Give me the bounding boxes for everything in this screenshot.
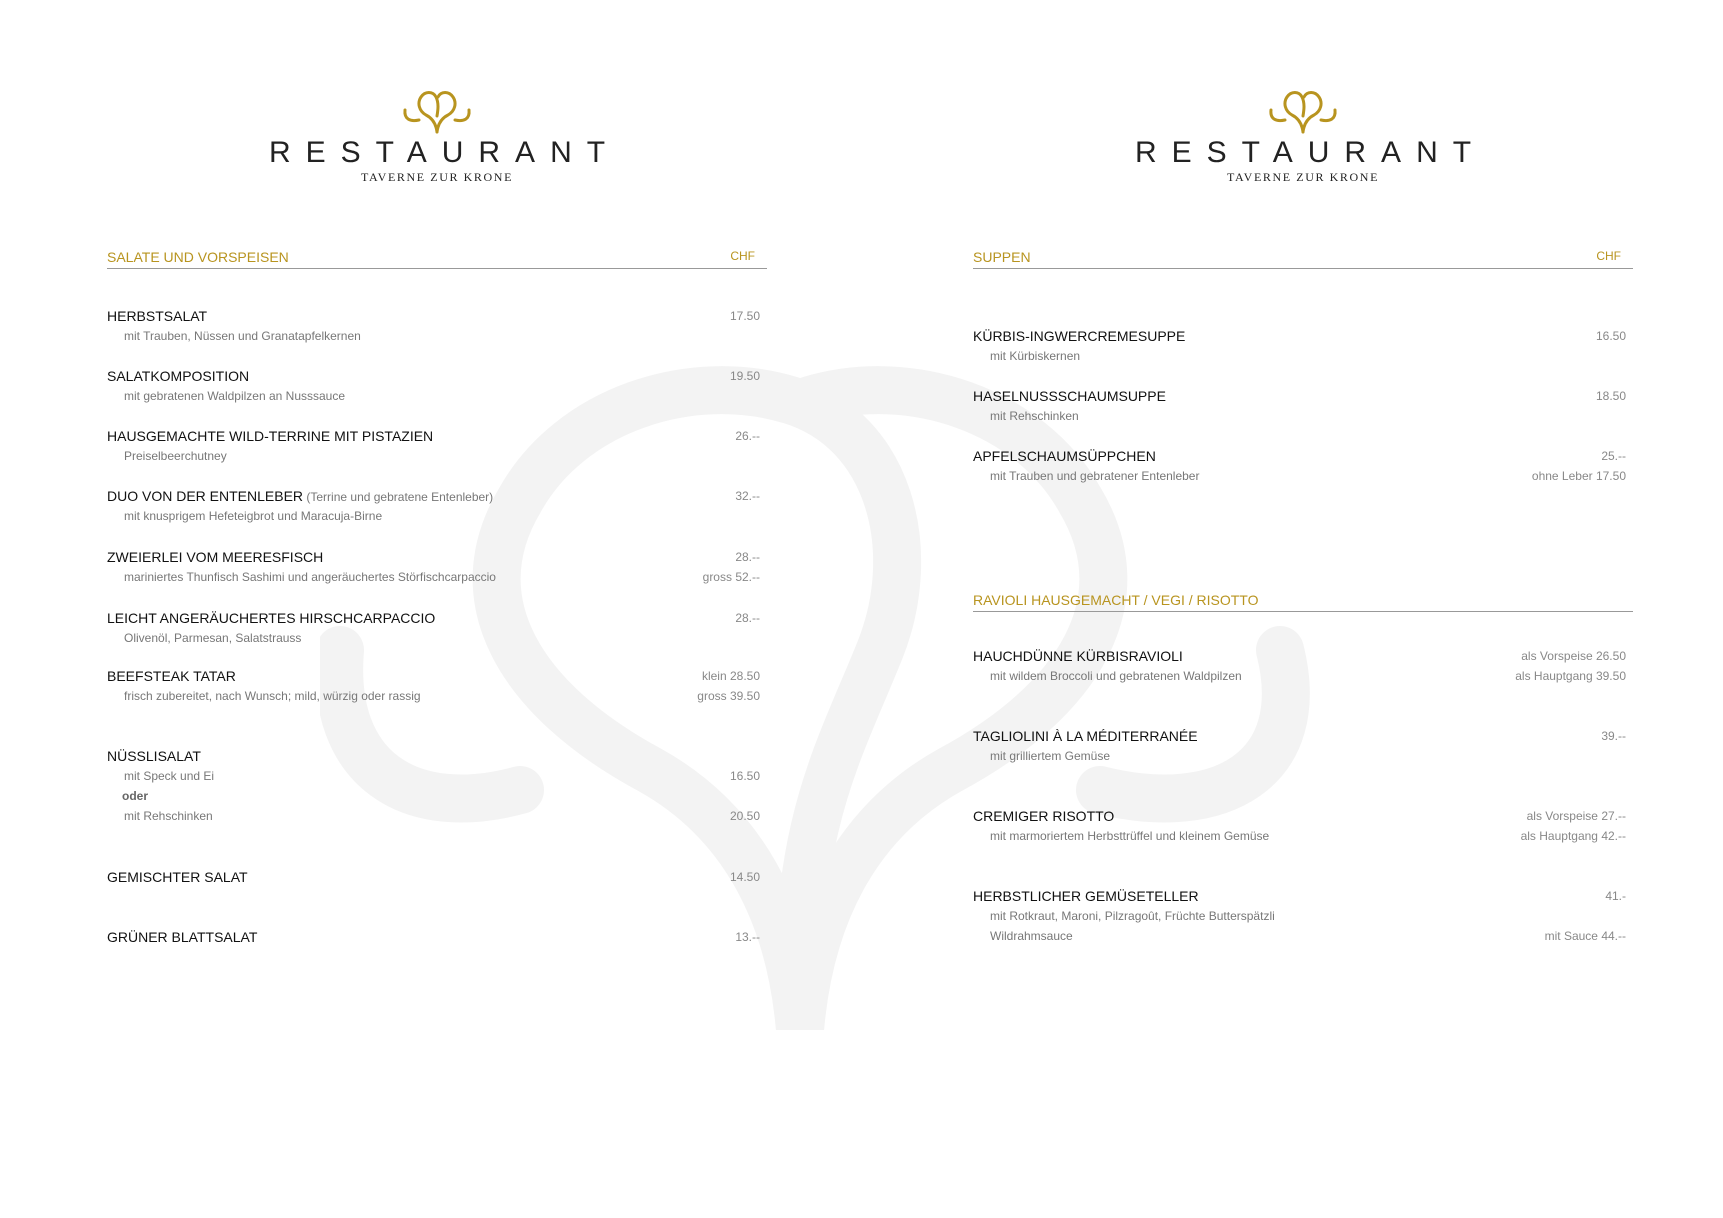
item-price-alt: 20.50 xyxy=(729,809,760,823)
item-price: 16.50 xyxy=(729,769,760,783)
item-name: HERBSTSALAT xyxy=(107,308,208,324)
currency-label: CHF xyxy=(1596,249,1621,263)
item-name: APFELSCHAUMSÜPPCHEN xyxy=(973,448,1156,464)
menu-item xyxy=(107,746,760,826)
item-name: ZWEIERLEI VOM MEERESFISCH xyxy=(107,549,324,565)
menu-item xyxy=(107,867,760,887)
item-description: mit Trauben und gebratener Entenleber xyxy=(990,469,1200,483)
item-description: mit marmoriertem Herbsttrüffel und kleinem Gemüse xyxy=(990,829,1270,843)
item-name: HERBSTLICHER GEMÜSETELLER xyxy=(973,888,1199,904)
section-header-ravioli xyxy=(973,591,1633,612)
menu-item xyxy=(973,726,1626,766)
item-name: LEICHT ANGERÄUCHERTES HIRSCHCARPACCIO xyxy=(107,610,436,626)
item-name: GRÜNER BLATTSALAT xyxy=(107,929,258,945)
item-description: Preiselbeerchutney xyxy=(124,449,227,463)
item-price: 13.-- xyxy=(735,930,760,944)
item-price: 17.50 xyxy=(729,309,760,323)
item-description: mariniertes Thunfisch Sashimi und angeräuchertes Störfischcarpaccio xyxy=(124,570,496,584)
item-or-label: oder xyxy=(122,789,149,803)
item-price: 26.-- xyxy=(735,429,760,443)
menu-item xyxy=(973,806,1626,846)
menu-item xyxy=(973,886,1626,946)
menu-item xyxy=(107,426,760,466)
item-name: TAGLIOLINI À LA MÉDITERRANÉE xyxy=(973,728,1198,744)
item-price: 14.50 xyxy=(729,870,760,884)
restaurant-logo xyxy=(107,88,767,185)
item-name: NÜSSLISALAT xyxy=(107,748,201,764)
item-price-alt: ohne Leber 17.50 xyxy=(1531,469,1626,483)
menu-item xyxy=(107,366,760,406)
section-title: RAVIOLI HAUSGEMACHT / VEGI / RISOTTO xyxy=(973,592,1259,608)
item-name: CREMIGER RISOTTO xyxy=(973,808,1115,824)
item-name: HAUCHDÜNNE KÜRBISRAVIOLI xyxy=(973,648,1183,664)
item-description: mit Kürbiskernen xyxy=(990,349,1081,363)
item-description: mit Trauben, Nüssen und Granatapfelkernen xyxy=(124,329,361,343)
item-description: mit gebratenen Waldpilzen an Nusssauce xyxy=(124,389,346,403)
menu-item xyxy=(973,646,1626,686)
menu-item xyxy=(973,386,1626,426)
item-price: 28.-- xyxy=(735,550,760,564)
logo-subtitle: TAVERNE ZUR KRONE xyxy=(1226,170,1380,184)
section-header-salate xyxy=(107,248,767,269)
item-description: mit Rehschinken xyxy=(990,409,1079,423)
item-price: 39.-- xyxy=(1601,729,1626,743)
menu-item xyxy=(107,927,760,947)
item-price: 16.50 xyxy=(1595,329,1626,343)
crown-logo-icon xyxy=(402,88,472,134)
restaurant-logo xyxy=(973,88,1633,185)
item-price-alt: mit Sauce 44.-- xyxy=(1544,929,1626,943)
item-price: 19.50 xyxy=(729,369,760,383)
item-price: 32.-- xyxy=(735,489,760,503)
section-title: SUPPEN xyxy=(973,249,1031,265)
item-price: 18.50 xyxy=(1595,389,1626,403)
item-name: BEEFSTEAK TATAR xyxy=(107,668,236,684)
item-description-alt: mit Rehschinken xyxy=(124,809,213,823)
item-name: GEMISCHTER SALAT xyxy=(107,869,248,885)
item-price: klein 28.50 xyxy=(701,669,760,683)
item-description: mit Speck und Ei xyxy=(124,769,215,783)
item-price: 28.-- xyxy=(735,611,760,625)
currency-label: CHF xyxy=(730,249,755,263)
menu-item xyxy=(107,547,760,587)
item-description-alt: Wildrahmsauce xyxy=(990,929,1073,943)
item-description: Olivenöl, Parmesan, Salatstrauss xyxy=(124,631,302,645)
item-price: 25.-- xyxy=(1601,449,1626,463)
crown-logo-icon xyxy=(1268,88,1338,134)
item-price: als Vorspeise 27.-- xyxy=(1526,809,1626,823)
item-price-alt: gross 52.-- xyxy=(702,570,760,584)
logo-wordmark: RESTAURANT xyxy=(1134,136,1487,169)
menu-item xyxy=(973,446,1626,486)
section-header-suppen xyxy=(973,248,1633,269)
section-title: SALATE UND VORSPEISEN xyxy=(107,249,289,265)
item-description: mit wildem Broccoli und gebratenen Waldpilzen xyxy=(990,669,1242,683)
item-description: mit Rotkraut, Maroni, Pilzragoût, Früchte Butterspätzli xyxy=(990,909,1275,923)
menu-item xyxy=(107,486,760,526)
item-price: als Vorspeise 26.50 xyxy=(1521,649,1626,663)
menu-item xyxy=(973,326,1626,366)
item-name: HAUSGEMACHTE WILD-TERRINE MIT PISTAZIEN xyxy=(107,428,434,444)
logo-subtitle: TAVERNE ZUR KRONE xyxy=(360,170,514,184)
item-description: mit knusprigem Hefeteigbrot und Maracuja-Birne xyxy=(124,509,383,523)
item-price: 41.- xyxy=(1605,889,1626,903)
menu-item xyxy=(107,306,760,346)
item-name: DUO VON DER ENTENLEBER xyxy=(107,488,304,504)
item-price-alt: als Hauptgang 42.-- xyxy=(1520,829,1626,843)
logo-wordmark: RESTAURANT xyxy=(268,136,621,169)
item-name: HASELNUSSSCHAUMSUPPE xyxy=(973,388,1166,404)
item-price-alt: als Hauptgang 39.50 xyxy=(1515,669,1626,683)
item-description: mit grilliertem Gemüse xyxy=(990,749,1111,763)
menu-item xyxy=(107,608,760,648)
item-price-alt: gross 39.50 xyxy=(697,689,760,703)
menu-item xyxy=(107,666,760,706)
item-description: frisch zubereitet, nach Wunsch; mild, würzig oder rassig xyxy=(124,689,421,703)
item-note: (Terrine und gebratene Entenleber) xyxy=(303,490,494,504)
item-name: SALATKOMPOSITION xyxy=(107,368,250,384)
item-name: KÜRBIS-INGWERCREMESUPPE xyxy=(973,328,1186,344)
